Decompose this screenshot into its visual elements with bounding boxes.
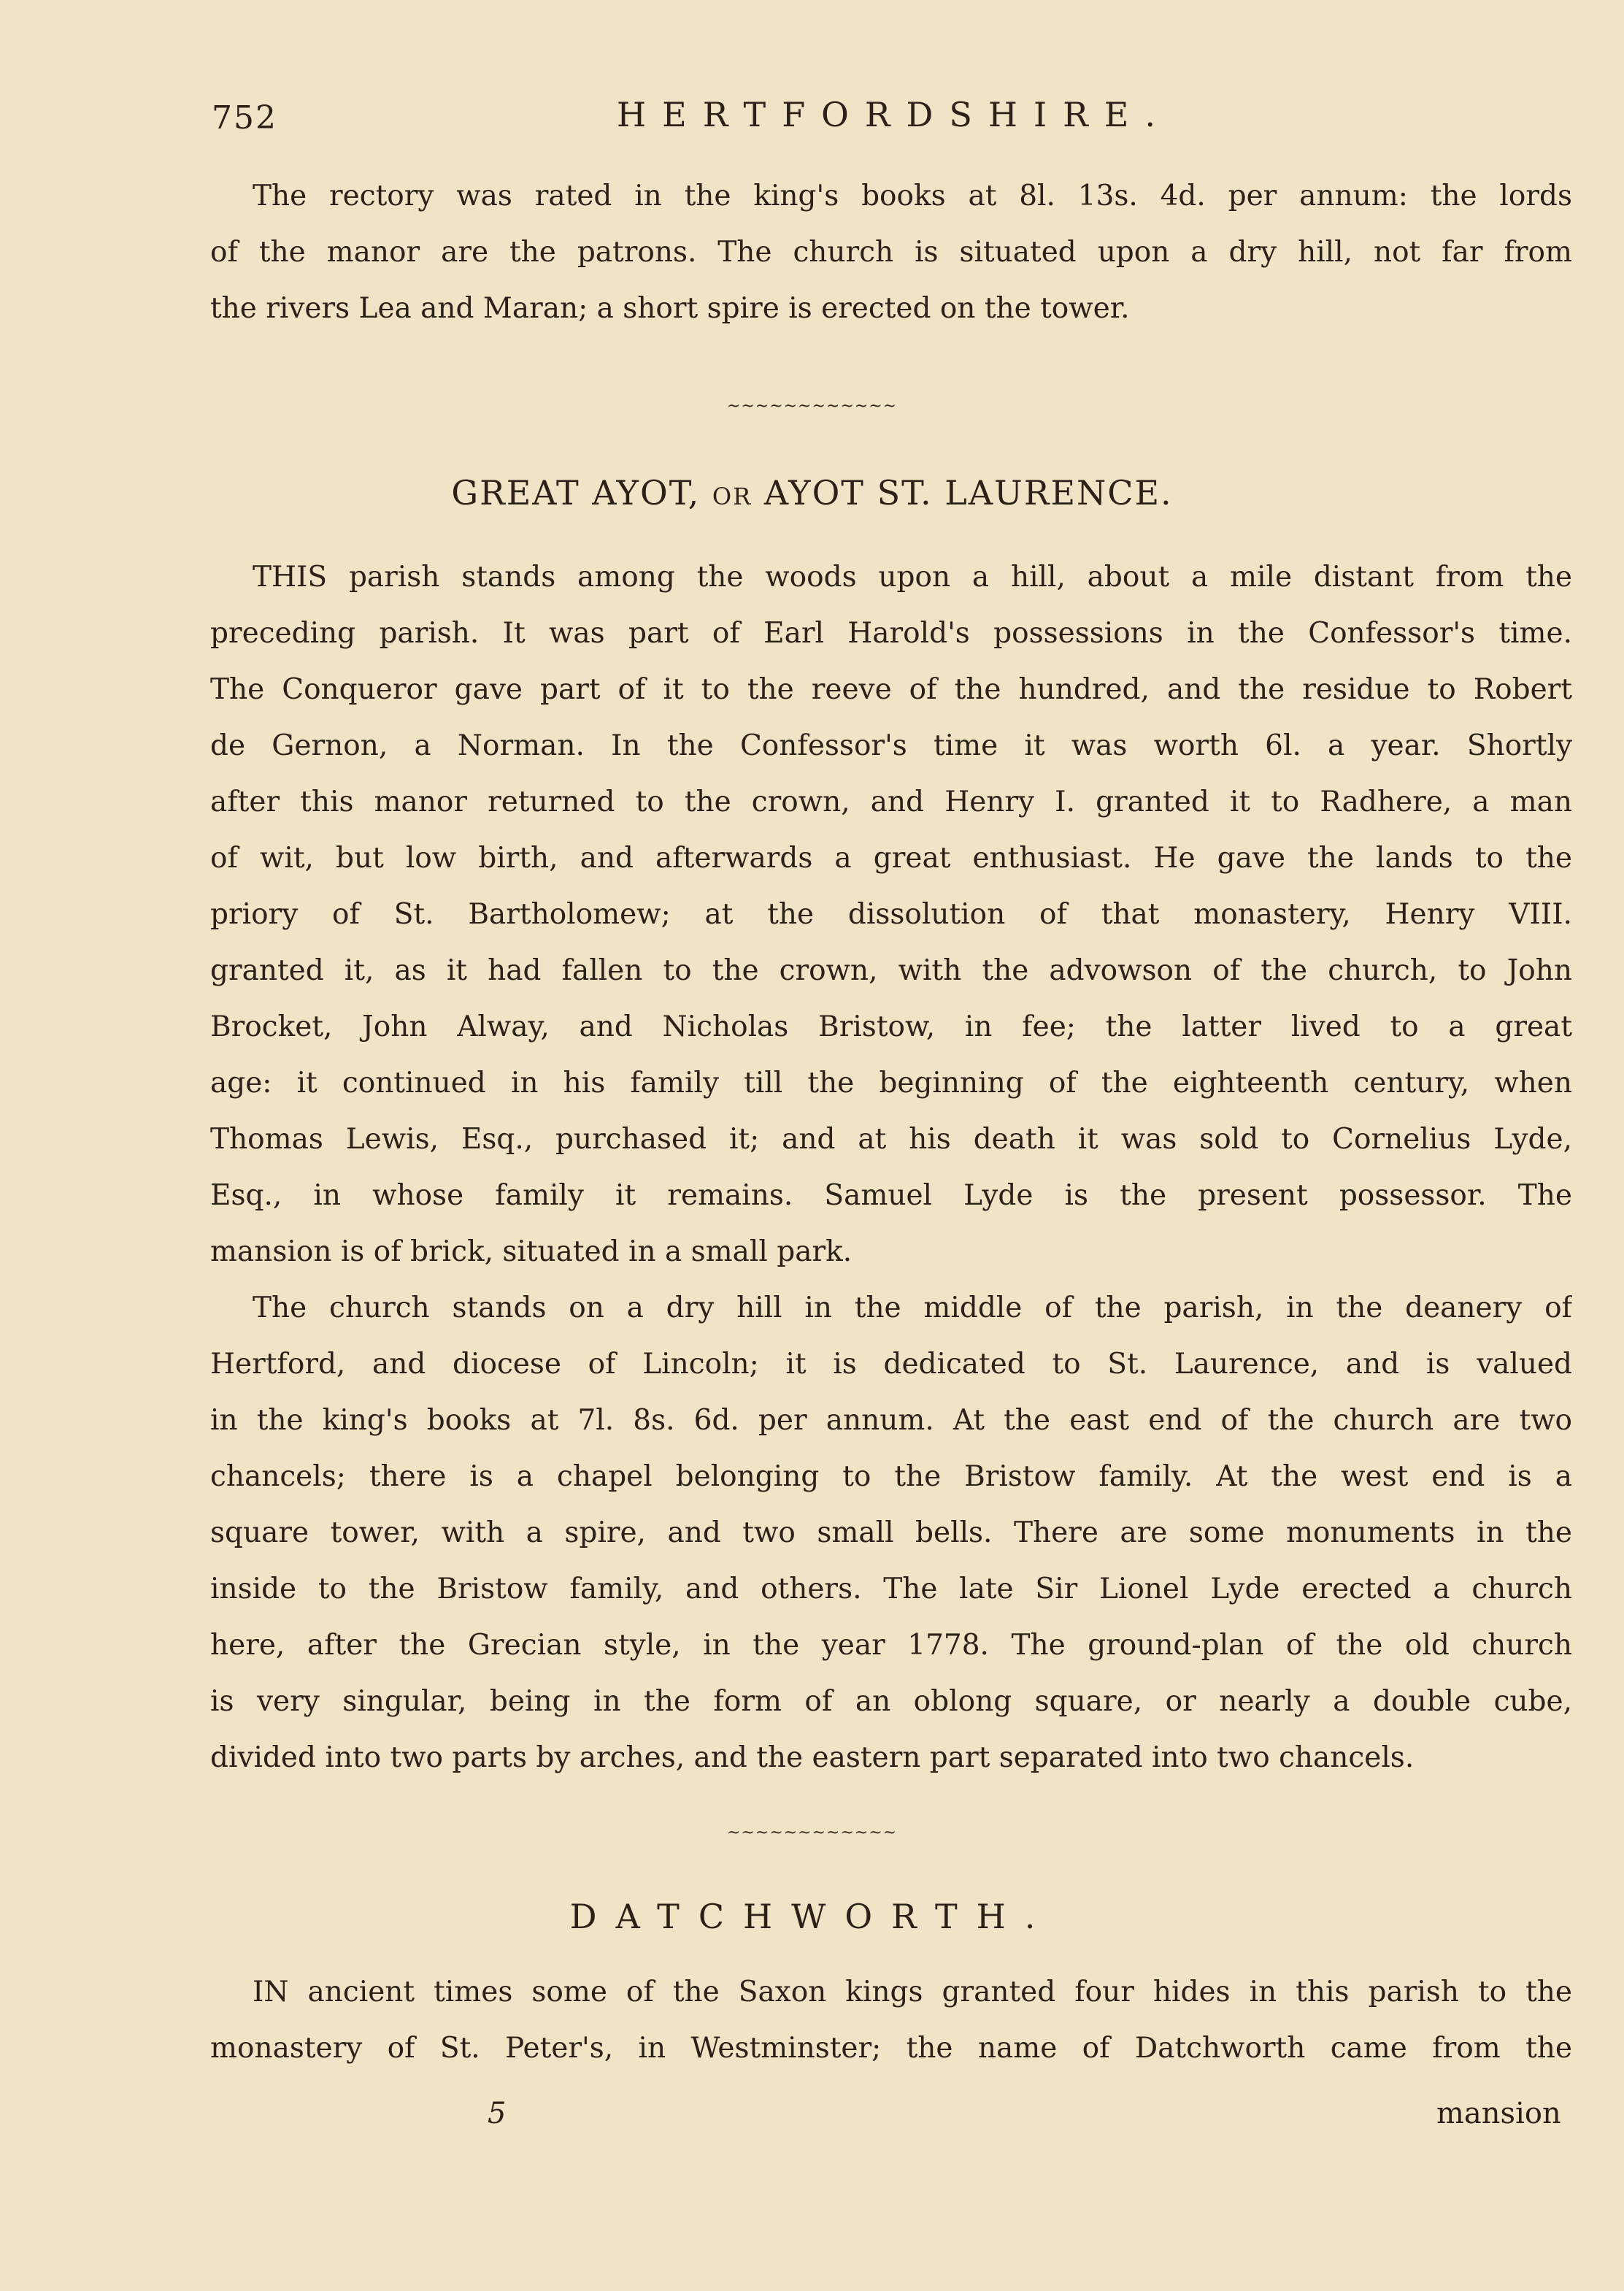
text-line: preceding parish. It was part of Earl Harold's possessions in the Confessor's time.: [210, 617, 1572, 650]
text-line: here, after the Grecian style, in the year 1778. The ground-plan of the old church: [210, 1629, 1572, 1662]
text-line: of the manor are the patrons. The church is situated upon a dry hill, not far from: [210, 236, 1572, 269]
running-head: HERTFORDSHIRE.: [617, 95, 1171, 134]
heading-part-2: AYOT ST. LAURENCE.: [763, 473, 1173, 513]
text-line: chancels; there is a chapel belonging to the Bristow family. At the west end is a: [210, 1460, 1572, 1493]
text-line: monastery of St. Peter's, in Westminster; the name of Datchworth came from the: [210, 2032, 1572, 2065]
text-line: The church stands on a dry hill in the middle of the parish, in the deanery of: [253, 1292, 1572, 1324]
text-line: The Conqueror gave part of it to the reeve of the hundred, and the residue to Robert: [210, 673, 1572, 706]
signature-mark: 5: [488, 2097, 507, 2130]
heading-or: OR: [712, 483, 753, 510]
text-line: in the king's books at 7l. 8s. 6d. per annum. At the east end of the church are two: [210, 1404, 1572, 1437]
section-heading-great-ayot: [0, 473, 1624, 513]
page-number: 752: [212, 99, 277, 137]
catchword: mansion: [1436, 2097, 1561, 2130]
text-line: IN ancient times some of the Saxon kings granted four hides in this parish to the: [253, 1976, 1572, 2008]
great-ayot-text: [210, 549, 1572, 1786]
text-line: de Gernon, a Norman. In the Confessor's time it was worth 6l. a year. Shortly: [210, 729, 1572, 762]
text-line: Esq., in whose family it remains. Samuel Lyde is the present possessor. The: [210, 1179, 1572, 1212]
text-line: age: it continued in his family till the beginning of the eighteenth century, when: [210, 1067, 1572, 1100]
text-line: square tower, with a spire, and two small bells. There are some monuments in the: [210, 1516, 1572, 1549]
text-line: The rectory was rated in the king's books at 8l. 13s. 4d. per annum: the lords: [253, 180, 1572, 212]
intro-paragraph: [210, 168, 1572, 337]
text-line: the rivers Lea and Maran; a short spire is erected on the tower.: [210, 292, 1130, 325]
section-heading-datchworth: DATCHWORTH.: [569, 1897, 1055, 1936]
text-line: granted it, as it had fallen to the crown, with the advowson of the church, to John: [210, 954, 1572, 987]
text-line: Hertford, and diocese of Lincoln; it is dedicated to St. Laurence, and is valued: [210, 1348, 1572, 1381]
text-line: priory of St. Bartholomew; at the dissolution of that monastery, Henry VIII.: [210, 898, 1572, 931]
text-line: inside to the Bristow family, and others. The late Sir Lionel Lyde erected a church: [210, 1573, 1572, 1605]
text-line: mansion is of brick, situated in a small park.: [210, 1235, 853, 1268]
text-line: is very singular, being in the form of an oblong square, or nearly a double cube,: [210, 1685, 1572, 1718]
ornament-rule-1: ~~~~~~~~~~~~: [726, 397, 898, 415]
text-line: THIS parish stands among the woods upon a hill, about a mile distant from the: [253, 561, 1572, 594]
text-line: Brocket, John Alway, and Nicholas Bristow, in fee; the latter lived to a great: [210, 1010, 1572, 1043]
text-line: of wit, but low birth, and afterwards a great enthusiast. He gave the lands to the: [210, 842, 1572, 875]
heading-part-1: GREAT AYOT,: [451, 473, 701, 513]
text-line: divided into two parts by arches, and the eastern part separated into two chancels.: [210, 1741, 1415, 1774]
text-line: after this manor returned to the crown, and Henry I. granted it to Radhere, a man: [210, 786, 1572, 818]
ornament-rule-2: ~~~~~~~~~~~~: [726, 1824, 898, 1842]
datchworth-text: [210, 1964, 1572, 2076]
text-line: Thomas Lewis, Esq., purchased it; and at his death it was sold to Cornelius Lyde,: [210, 1123, 1572, 1156]
